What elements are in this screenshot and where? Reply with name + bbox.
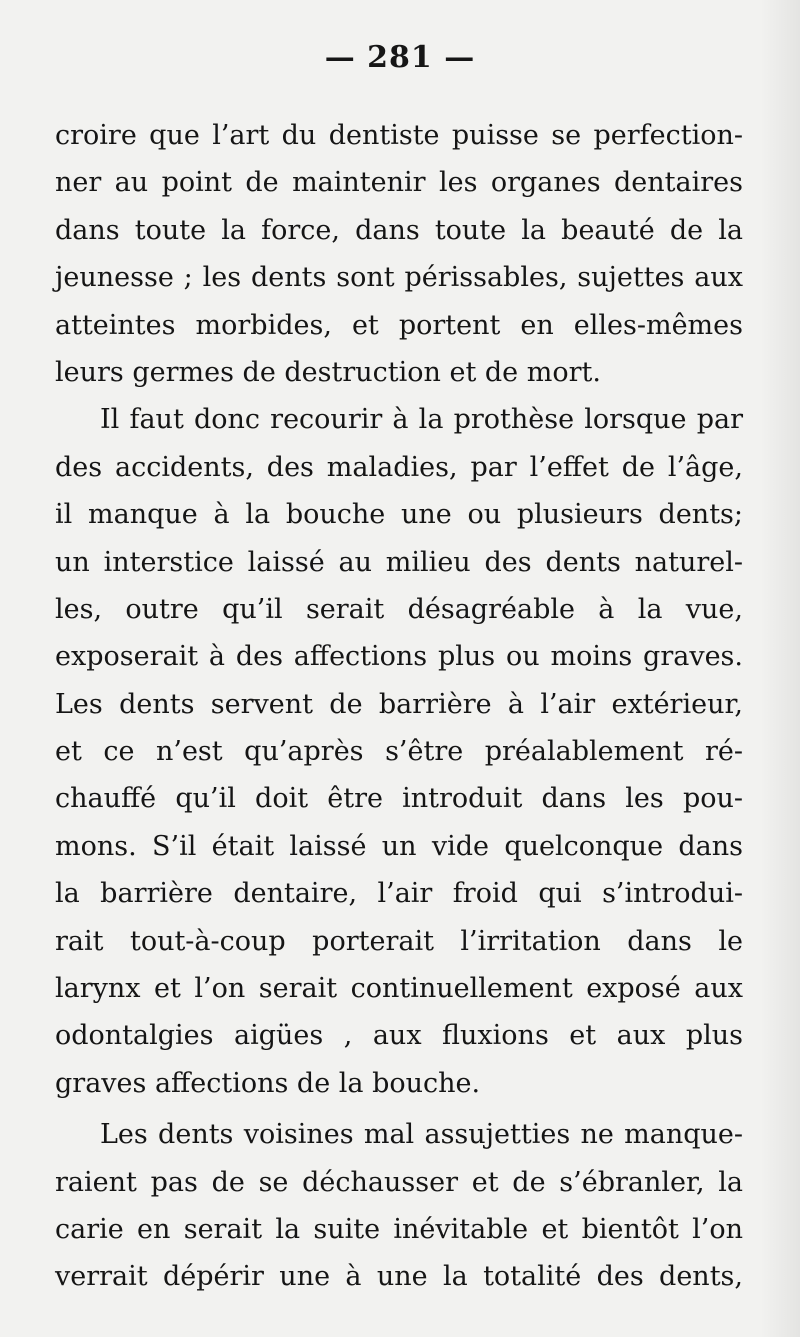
text-line: croire que l’art du dentiste puisse se perfection- <box>55 120 743 151</box>
text-line: carie en serait la suite inévitable et bientôt l’on <box>55 1213 743 1245</box>
text-line: un interstice laissé au milieu des dents naturel- <box>55 546 743 578</box>
text-line: chauffé qu’il doit être introduit dans les pou- <box>55 783 743 815</box>
text-line: exposerait à des affections plus ou moins graves. <box>55 641 743 673</box>
text-line: jeunesse ; les dents sont périssables, sujettes aux <box>55 262 743 294</box>
text-line: graves affections de la bouche. <box>55 1067 481 1099</box>
text-line: verrait dépérir une à une la totalité des dents, <box>55 1261 743 1293</box>
text-line: ner au point de maintenir les organes dentaires <box>55 167 743 199</box>
text-line: la barrière dentaire, l’air froid qui s’introdui- <box>55 878 743 910</box>
paragraph <box>55 112 743 396</box>
text-line: Les dents voisines mal assujetties ne manque- <box>100 1119 743 1151</box>
text-line: Les dents servent de barrière à l’air extérieur, <box>55 688 743 720</box>
text-line: dans toute la force, dans toute la beauté de la <box>55 214 743 246</box>
body-text <box>55 112 743 1301</box>
text-line: atteintes morbides, et portent en elles-mêmes <box>55 309 743 341</box>
text-line: larynx et l’on serait continuellement exposé aux <box>55 973 743 1005</box>
text-line: rait tout-à-coup porterait l’irritation dans le <box>55 925 743 957</box>
text-line: il manque à la bouche une ou plusieurs dents; <box>55 499 743 531</box>
page-number: — 281 — <box>324 40 476 75</box>
paragraph <box>55 1111 743 1301</box>
text-line: leurs germes de destruction et de mort. <box>55 356 601 388</box>
text-line: mons. S’il était laissé un vide quelconque dans <box>55 830 743 862</box>
text-line: des accidents, des maladies, par l’effet de l’âge, <box>55 451 743 483</box>
text-line: raient pas de se déchausser et de s’ébranler, la <box>55 1166 743 1198</box>
text-line: les, outre qu’il serait désagréable à la vue, <box>55 593 743 625</box>
text-line: et ce n’est qu’après s’être préalablement ré- <box>55 736 743 768</box>
text-line: odontalgies aigües , aux fluxions et aux plus <box>55 1020 743 1052</box>
paragraph <box>55 396 743 1107</box>
text-line: Il faut donc recourir à la prothèse lorsque par <box>100 404 743 436</box>
